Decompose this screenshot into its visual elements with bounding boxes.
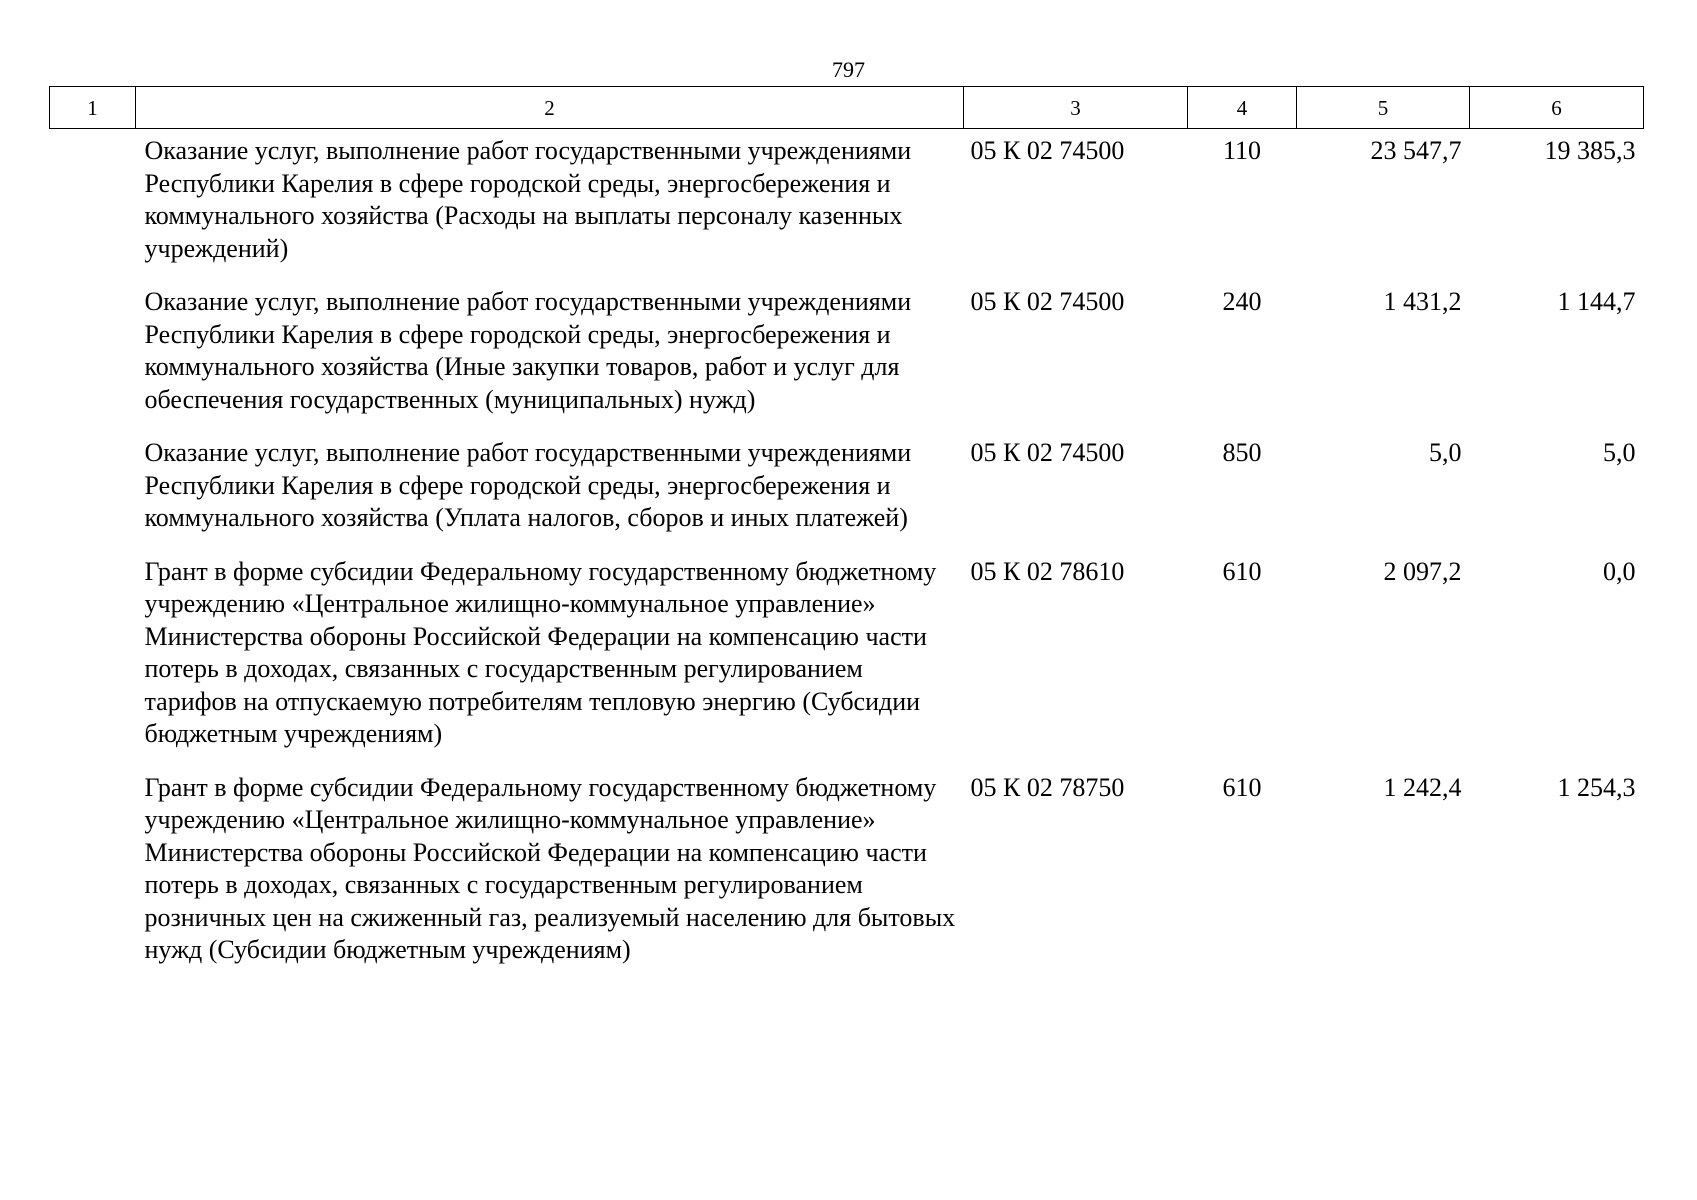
amount-col5-cell: 5,0	[1429, 438, 1462, 467]
amount-col6-cell: 5,0	[1603, 438, 1636, 467]
amount-col5-cell: 23 547,7	[1370, 136, 1462, 165]
target-code-cell: 05 К 02 74500	[970, 136, 1125, 165]
amount-col5-cell: 1 431,2	[1383, 287, 1462, 316]
amount-col6-cell: 19 385,3	[1544, 136, 1636, 165]
table-row	[50, 430, 1644, 549]
table-row	[50, 549, 1644, 765]
row-index-cell	[50, 549, 136, 765]
expense-type-cell: 240	[1222, 287, 1262, 316]
row-index-cell	[50, 430, 136, 549]
amount-col5-cell: 2 097,2	[1383, 556, 1462, 586]
expense-name-cell: Грант в форме субсидии Федеральному государственному бюджетному учреждению «Центральное жилищно-коммунальное управление» Министерства обороны Российской Федерации на компенсацию части потерь в доходах, связанных с государственным регулированием тарифов на отпускаемую потребителям тепловую энергию (Субсидии бюджетным учреждениям)	[144, 556, 937, 748]
page-number: 797	[832, 57, 865, 82]
table-row	[50, 279, 1644, 430]
column-header-1: 1	[50, 87, 136, 129]
expense-name-cell: Оказание услуг, выполнение работ государственными учреждениями Республики Карелия в сфере городской среды, энергосбережения и коммунального хозяйства (Уплата налогов, сборов и иных платежей)	[144, 438, 912, 532]
column-header-5: 5	[1297, 87, 1470, 129]
target-code-cell: 05 К 02 78610	[970, 556, 1125, 586]
column-header-6: 6	[1470, 87, 1644, 129]
amount-col6-cell: 1 254,3	[1557, 772, 1636, 802]
row-index-cell	[50, 279, 136, 430]
expense-type-cell: 850	[1222, 438, 1262, 467]
target-code-cell: 05 К 02 74500	[970, 438, 1125, 467]
amount-col5-cell: 1 242,4	[1383, 772, 1462, 802]
expense-name-cell: Оказание услуг, выполнение работ государственными учреждениями Республики Карелия в сфере городской среды, энергосбережения и коммунального хозяйства (Иные закупки товаров, работ и услуг для обеспечения государственных (муниципальных) нужд)	[144, 287, 912, 414]
table-row	[50, 129, 1644, 280]
target-code-cell: 05 К 02 78750	[970, 772, 1125, 802]
expense-type-cell: 610	[1222, 772, 1262, 802]
table-row	[50, 765, 1644, 981]
expense-name-cell: Оказание услуг, выполнение работ государственными учреждениями Республики Карелия в сфере городской среды, энергосбережения и коммунального хозяйства (Расходы на выплаты персоналу казенных учреждений)	[144, 136, 912, 263]
row-index-cell	[50, 765, 136, 981]
column-header-2: 2	[136, 87, 964, 129]
amount-col6-cell: 0,0	[1603, 556, 1636, 586]
row-index-cell	[50, 129, 136, 280]
column-header-4: 4	[1188, 87, 1297, 129]
expense-type-cell: 110	[1222, 136, 1262, 165]
amount-col6-cell: 1 144,7	[1557, 287, 1636, 316]
column-header-3: 3	[964, 87, 1188, 129]
expense-name-cell: Грант в форме субсидии Федеральному государственному бюджетному учреждению «Центральное жилищно-коммунальное управление» Министерства обороны Российской Федерации на компенсацию части потерь в доходах, связанных с государственным регулированием розничных цен на сжиженный газ, реализуемый населению для бытовых нужд (Субсидии бюджетным учреждениям)	[144, 772, 956, 964]
budget-table	[49, 86, 1644, 981]
table-header-row	[50, 87, 1644, 129]
target-code-cell: 05 К 02 74500	[970, 287, 1125, 316]
expense-type-cell: 610	[1222, 556, 1262, 586]
